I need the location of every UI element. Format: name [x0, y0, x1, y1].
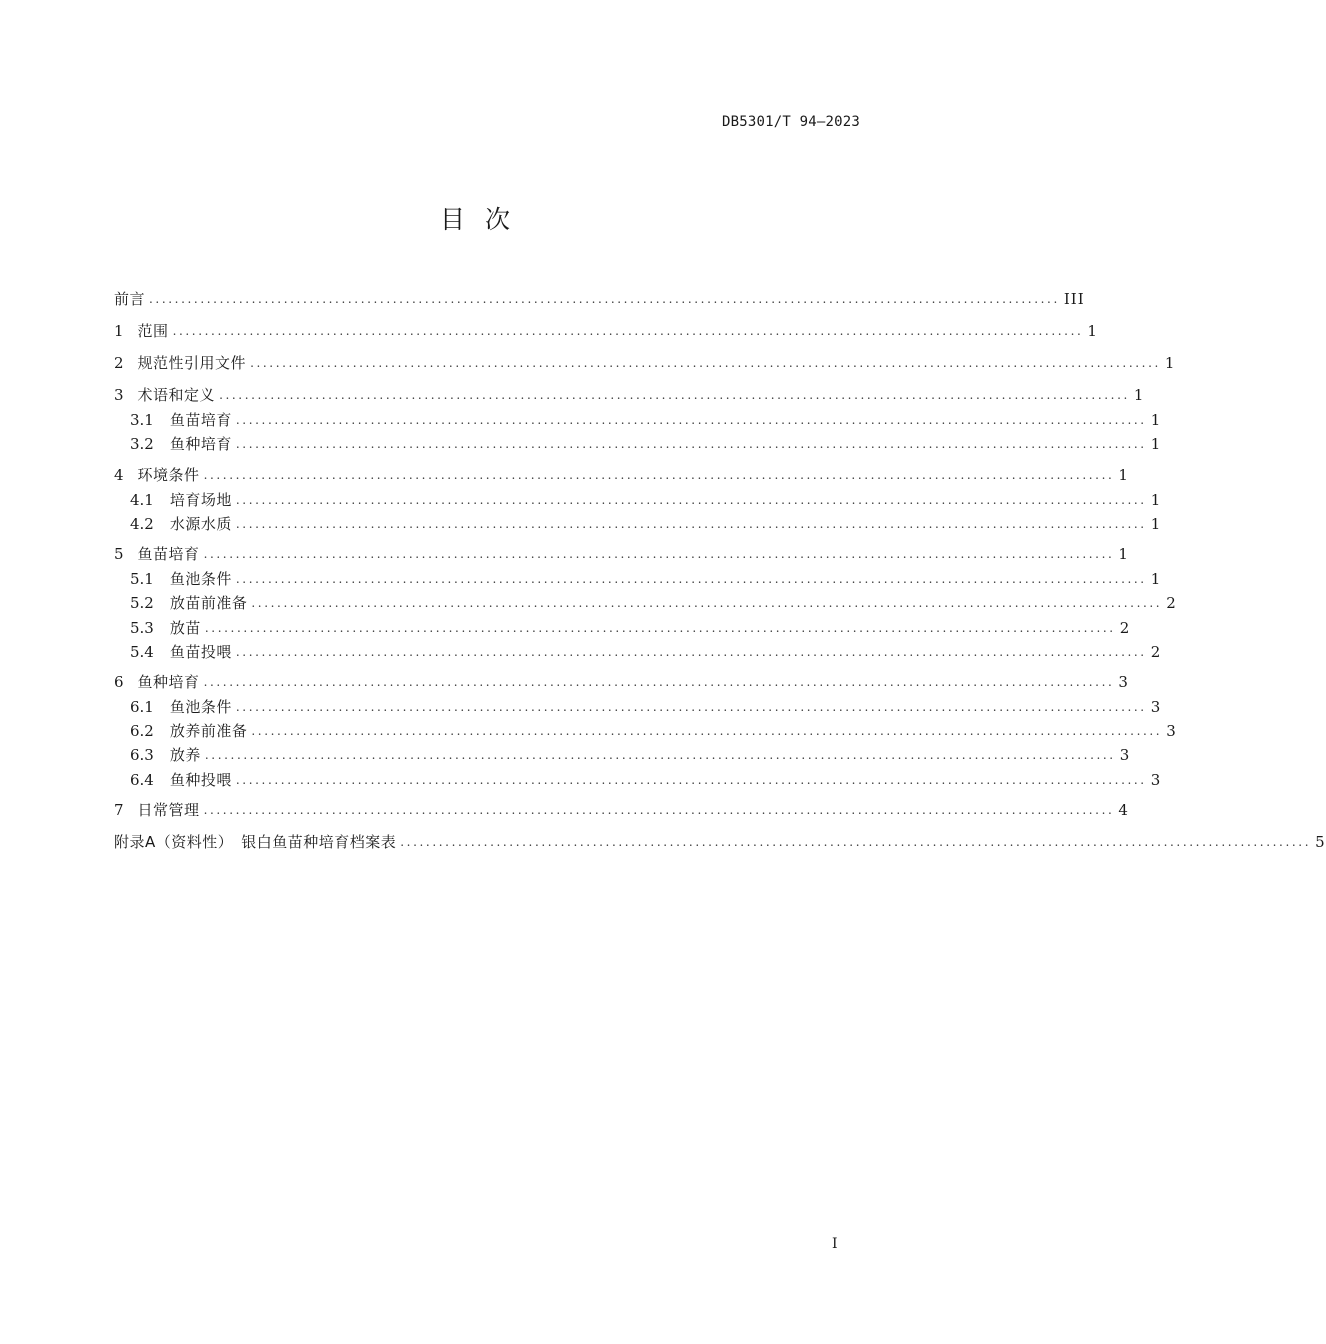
toc-leader-dots: ..............................................................................................................................................	[235, 572, 1147, 586]
toc-page-number: 1	[1150, 515, 1162, 533]
toc-entry-5-2[interactable]	[114, 592, 1177, 614]
toc-leader-dots: ..............................................................................................................................................	[172, 324, 1084, 338]
toc-leader-dots: ..............................................................................................................................................	[203, 803, 1115, 817]
toc-page-number: 1	[1150, 570, 1162, 588]
toc-entry-label: 前言	[114, 290, 146, 308]
toc-leader-dots: ..............................................................................................................................................	[204, 748, 1116, 762]
toc-entry-label: 术语和定义	[137, 386, 216, 404]
toc-entry-5-3[interactable]	[114, 617, 1131, 639]
toc-entry-number: 6.2	[130, 722, 154, 740]
toc-leader-dots: ..............................................................................................................................................	[149, 292, 1060, 306]
toc-entry-label: 范围	[137, 322, 169, 340]
toc-entry-label: 鱼苗培育	[169, 411, 232, 429]
toc-entry-number: 5.2	[130, 594, 154, 612]
toc-title-char-1: 目	[439, 205, 465, 234]
toc-entry-4[interactable]	[114, 464, 1129, 486]
toc-entry-number: 4.1	[130, 491, 154, 509]
toc-page-number: 1	[1087, 322, 1098, 340]
toc-entry-3-1[interactable]	[114, 409, 1162, 431]
toc-leader-dots: ..............................................................................................................................................	[203, 675, 1115, 689]
toc-leader-dots: ..............................................................................................................................................	[235, 437, 1147, 451]
toc-entry-number: 3.1	[130, 411, 154, 429]
toc-entry-1[interactable]	[114, 320, 1098, 342]
toc-page-number: 3	[1150, 698, 1162, 716]
toc-entry-number: 3	[114, 386, 124, 404]
toc-entry-label: 鱼种培育	[169, 435, 232, 453]
toc-entry-5-4[interactable]	[114, 641, 1162, 663]
toc-entry-5[interactable]	[114, 543, 1129, 565]
toc-entry-label: 鱼种培育	[137, 673, 200, 691]
toc-entry-label: 鱼种投喂	[169, 771, 232, 789]
toc-page-number: 3	[1119, 746, 1131, 764]
toc-leader-dots: ..............................................................................................................................................	[400, 835, 1312, 849]
toc-entry-6[interactable]	[114, 671, 1129, 693]
toc-entry-number: 2	[114, 354, 124, 372]
toc-title-char-2: 次	[485, 205, 511, 234]
toc-entry-number: 4.2	[130, 515, 154, 533]
toc-entry-number: 3.2	[130, 435, 154, 453]
toc-page-number: III	[1063, 290, 1085, 308]
toc-page-number: 1	[1133, 386, 1145, 404]
toc-page-number: 3	[1166, 722, 1177, 740]
toc-page-number: 3	[1118, 673, 1129, 691]
toc-entry-5-1[interactable]	[114, 568, 1162, 590]
toc-entry-number: 6	[114, 673, 124, 691]
toc-leader-dots: ..............................................................................................................................................	[235, 773, 1147, 787]
toc-page-number: 2	[1150, 643, 1162, 661]
toc-entry-label: 培育场地	[169, 491, 232, 509]
toc-page-number: 2	[1166, 594, 1177, 612]
toc-entry-number: 7	[114, 801, 124, 819]
toc-leader-dots: ..............................................................................................................................................	[204, 621, 1116, 635]
toc-leader-dots: ..............................................................................................................................................	[203, 468, 1115, 482]
toc-leader-dots: ..............................................................................................................................................	[219, 388, 1130, 402]
toc-leader-dots: ..............................................................................................................................................	[251, 596, 1163, 610]
toc-entry-4-1[interactable]	[114, 489, 1162, 511]
toc-leader-dots: ..............................................................................................................................................	[250, 356, 1161, 370]
toc-entry-label: 放苗	[169, 619, 201, 637]
toc-page-number: 3	[1150, 771, 1162, 789]
toc-entry-foreword[interactable]	[114, 288, 1085, 310]
toc-page-number: 2	[1119, 619, 1131, 637]
toc-entry-label: 日常管理	[137, 801, 200, 819]
toc-entry-6-3[interactable]	[114, 744, 1131, 766]
toc-page-number: 1	[1150, 491, 1162, 509]
toc-entry-label: 规范性引用文件	[137, 354, 247, 372]
toc-entry-number: 5	[114, 545, 124, 563]
toc-entry-label: 放养前准备	[169, 722, 248, 740]
toc-entry-label: 鱼苗投喂	[169, 643, 232, 661]
toc-entry-number: 5.4	[130, 643, 154, 661]
page-number-footer: I	[832, 1236, 838, 1252]
toc-entry-label: 放养	[169, 746, 201, 764]
toc-entry-number: 4	[114, 466, 124, 484]
toc-entry-number: 6.1	[130, 698, 154, 716]
toc-leader-dots: ..............................................................................................................................................	[235, 645, 1147, 659]
toc-entry-3-2[interactable]	[114, 433, 1162, 455]
toc-leader-dots: ..............................................................................................................................................	[235, 413, 1147, 427]
toc-entry-number: 5.1	[130, 570, 154, 588]
toc-leader-dots: ..............................................................................................................................................	[235, 493, 1147, 507]
toc-page-number: 1	[1118, 545, 1129, 563]
toc-entry-7[interactable]	[114, 799, 1129, 821]
toc-page-number: 1	[1150, 411, 1162, 429]
toc-leader-dots: ..............................................................................................................................................	[235, 700, 1147, 714]
toc-entry-2[interactable]	[114, 352, 1176, 374]
toc-leader-dots: ..............................................................................................................................................	[235, 517, 1147, 531]
toc-entry-label: 附录A（资料性） 银白鱼苗种培育档案表	[114, 833, 397, 851]
toc-entry-label: 鱼池条件	[169, 698, 232, 716]
toc-entry-label: 鱼池条件	[169, 570, 232, 588]
toc-page-number: 1	[1164, 354, 1176, 372]
toc-leader-dots: ..............................................................................................................................................	[203, 547, 1115, 561]
toc-entry-6-4[interactable]	[114, 769, 1162, 791]
toc-page-number: 1	[1150, 435, 1162, 453]
toc-title	[0, 200, 950, 236]
toc-entry-label: 环境条件	[137, 466, 200, 484]
toc-page-number: 4	[1118, 801, 1129, 819]
toc-page-number: 1	[1118, 466, 1129, 484]
toc-entry-label: 鱼苗培育	[137, 545, 200, 563]
toc-entry-number: 6.4	[130, 771, 154, 789]
toc-entry-appendix-a[interactable]	[114, 831, 1326, 853]
toc-page-number: 5	[1315, 833, 1326, 851]
toc-entry-3[interactable]	[114, 384, 1145, 406]
toc-entry-6-2[interactable]	[114, 720, 1177, 742]
toc-entry-label: 放苗前准备	[169, 594, 248, 612]
toc-leader-dots: ..............................................................................................................................................	[251, 724, 1163, 738]
toc-entry-number: 1	[114, 322, 124, 340]
toc-entry-label: 水源水质	[169, 515, 232, 533]
toc-entry-number: 5.3	[130, 619, 154, 637]
toc-entry-4-2[interactable]	[114, 513, 1162, 535]
standard-code: DB5301/T 94—2023	[721, 114, 860, 130]
toc-entry-6-1[interactable]	[114, 696, 1162, 718]
toc-entry-number: 6.3	[130, 746, 154, 764]
